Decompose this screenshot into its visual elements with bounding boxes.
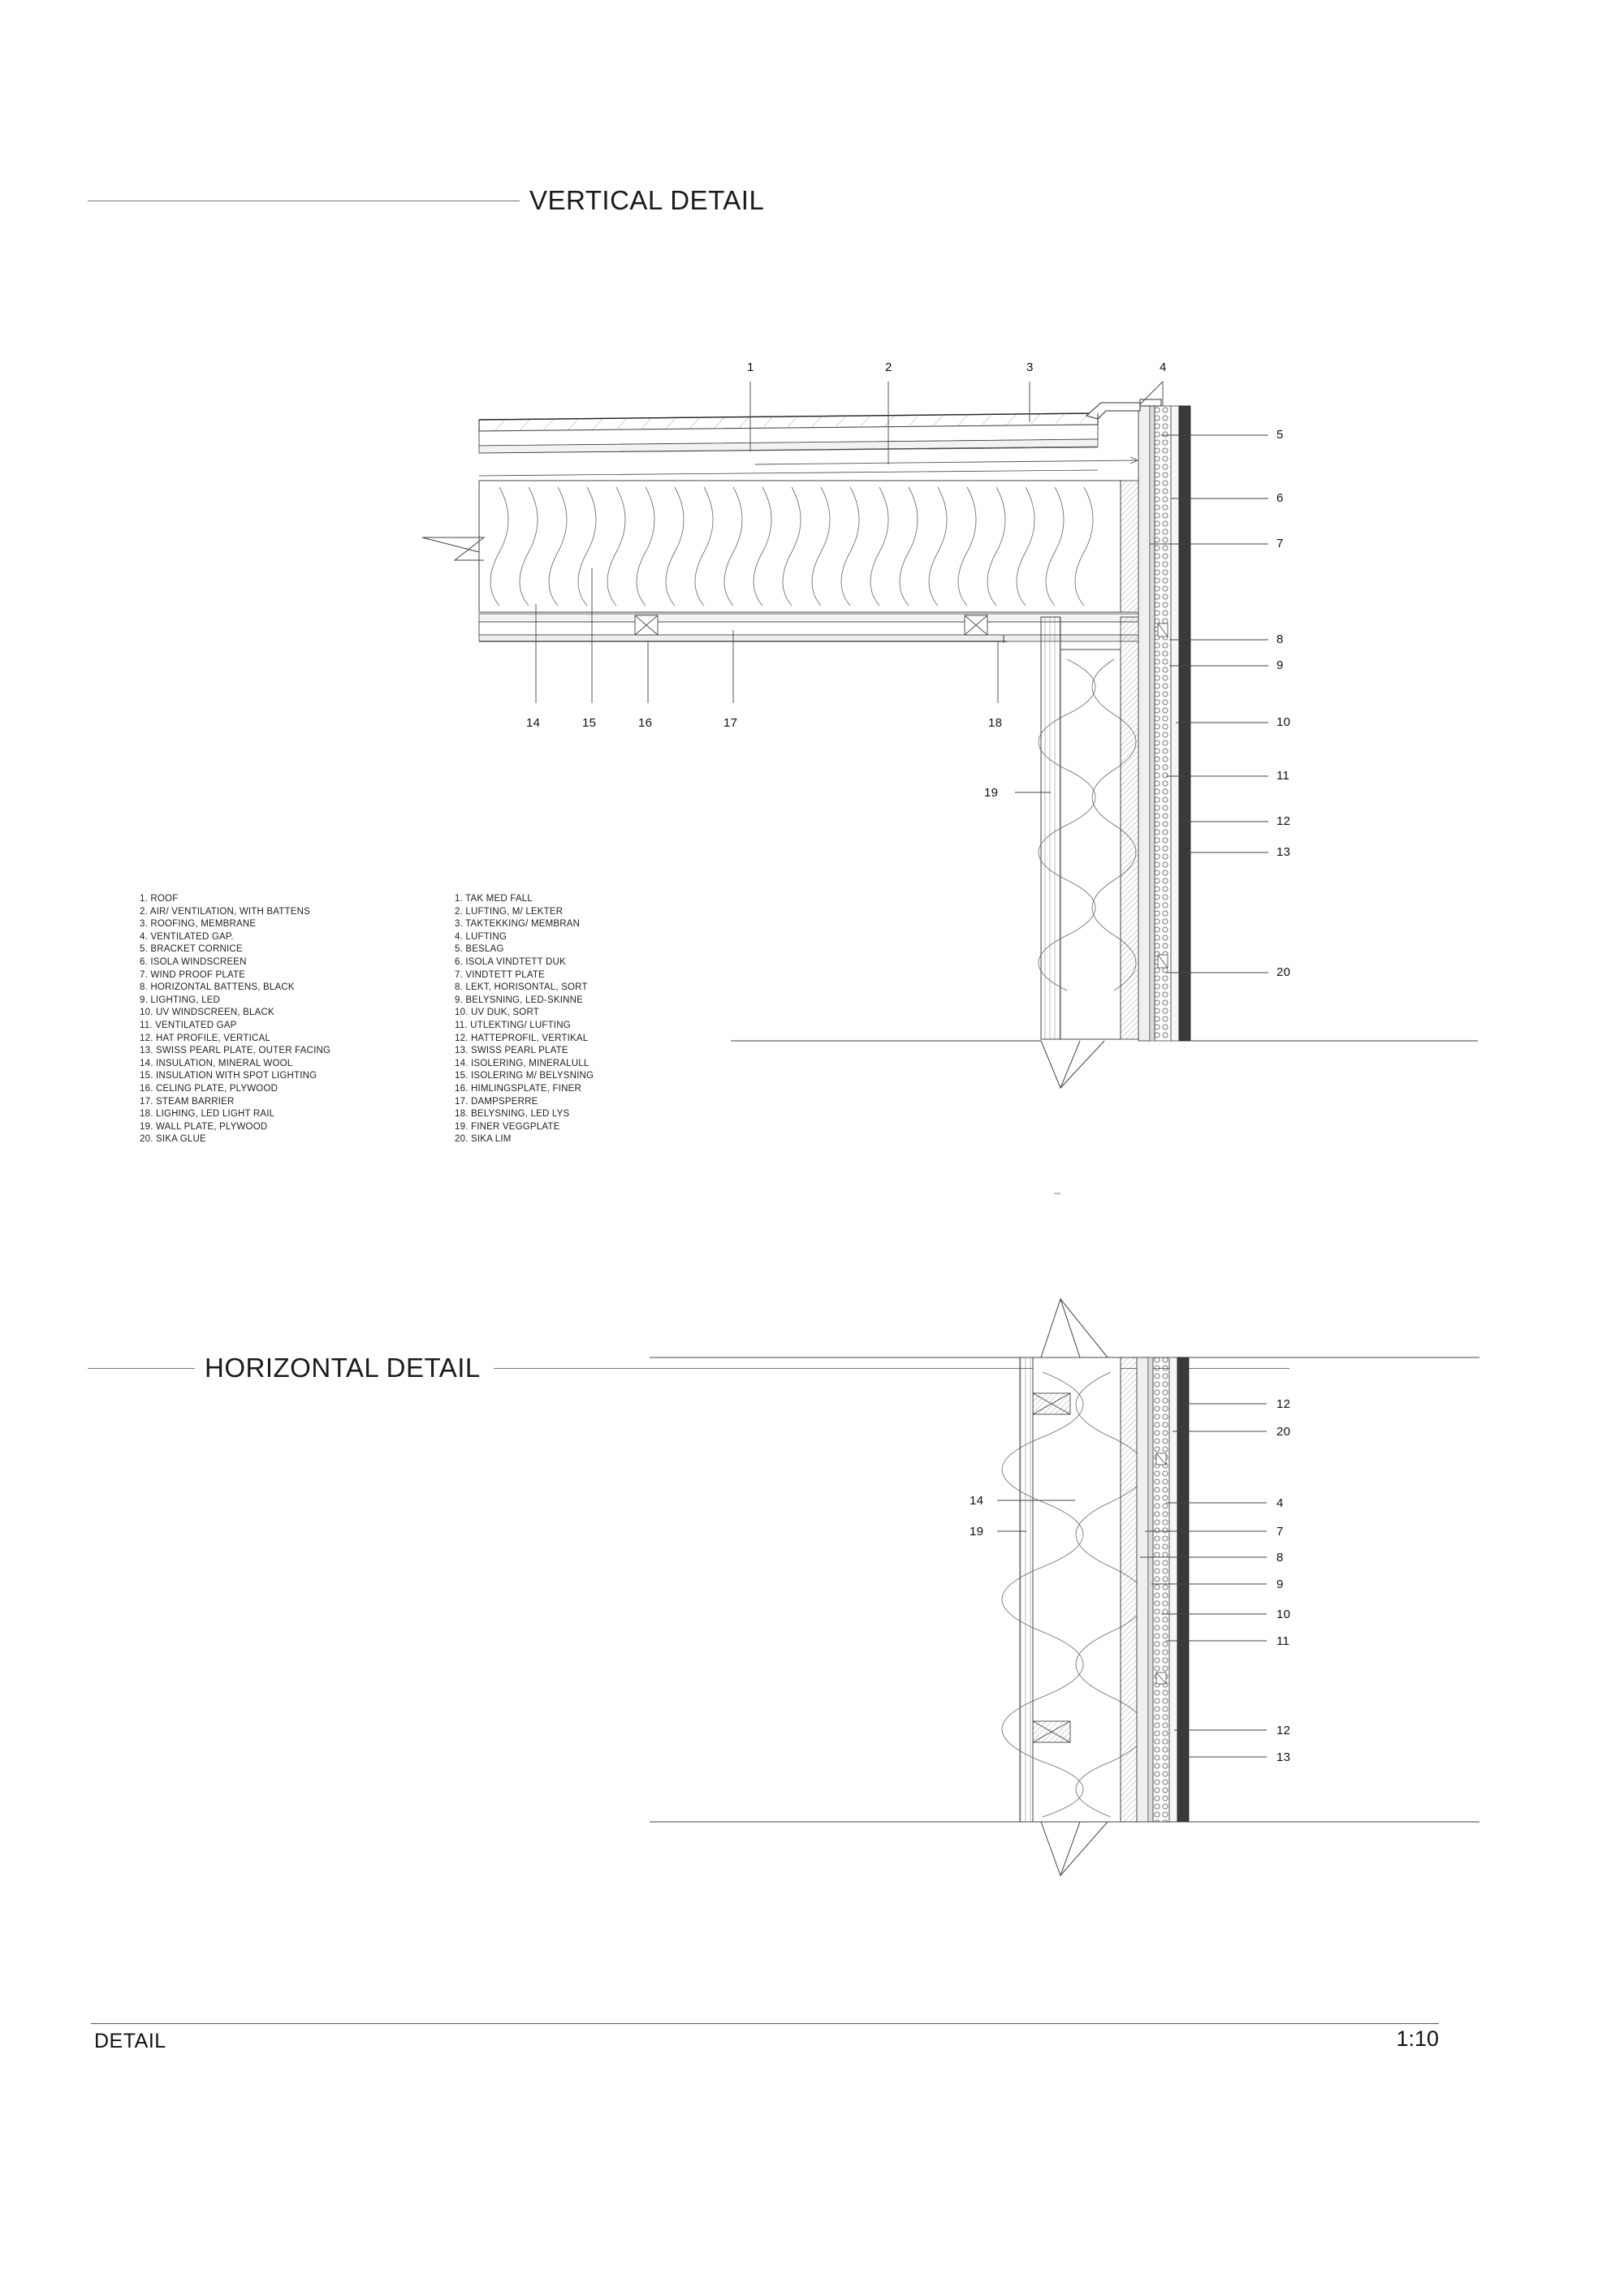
callout-h-8: 8	[1276, 1551, 1284, 1564]
vertical-detail-title	[88, 185, 1549, 216]
callout-4: 4	[1160, 360, 1167, 374]
callout-15: 15	[582, 716, 597, 730]
legend-en-item: 20. SIKA GLUE	[140, 1134, 206, 1145]
callout-17: 17	[723, 716, 738, 730]
callout-h-19: 19	[970, 1525, 984, 1539]
callout-8: 8	[1276, 632, 1284, 646]
callout-7: 7	[1276, 537, 1284, 550]
sheet-title: DETAIL	[94, 2030, 166, 2052]
callout-h-11: 11	[1276, 1634, 1290, 1648]
horizontal-detail-title	[88, 1353, 1549, 1383]
legend-en-item: 16. CELING PLATE, PLYWOOD	[140, 1083, 279, 1094]
legend-no-item: 13. SWISS PEARL PLATE	[455, 1046, 568, 1056]
legend-no-item: 15. ISOLERING M/ BELYSNING	[455, 1071, 594, 1081]
callout-11: 11	[1276, 769, 1290, 783]
legend-no-item: 8. LEKT, HORISONTAL, SORT	[455, 982, 588, 993]
callout-16: 16	[638, 716, 653, 730]
legend-en-item: 11. VENTILATED GAP	[140, 1020, 237, 1030]
legend-no-item: 12. HATTEPROFIL, VERTIKAL	[455, 1033, 589, 1043]
legend-en-item: 6. ISOLA WINDSCREEN	[140, 956, 247, 967]
legend-no-item: 5. BESLAG	[455, 944, 504, 955]
legend-no-item: 3. TAKTEKKING/ MEMBRAN	[455, 919, 581, 930]
callout-1: 1	[747, 360, 754, 374]
callout-h-7: 7	[1276, 1525, 1284, 1539]
callout-19: 19	[984, 786, 999, 800]
legend-no-item: 17. DAMPSPERRE	[455, 1096, 538, 1107]
callout-2: 2	[885, 360, 892, 374]
callout-h-14: 14	[970, 1494, 984, 1508]
legend-en-item: 7. WIND PROOF PLATE	[140, 969, 246, 980]
callout-14: 14	[526, 716, 541, 730]
legend-en-item: 14. INSULATION, MINERAL WOOL	[140, 1058, 293, 1068]
legend-en-item: 8. HORIZONTAL BATTENS, BLACK	[140, 982, 295, 993]
callout-5: 5	[1276, 428, 1284, 442]
legend-en-item: 17. STEAM BARRIER	[140, 1096, 235, 1107]
legend-en-item: 10. UV WINDSCREEN, BLACK	[140, 1008, 274, 1018]
legend-no-item: 18. BELYSNING, LED LYS	[455, 1109, 570, 1120]
title-rule-right	[494, 1368, 1289, 1369]
callout-h-10: 10	[1276, 1608, 1291, 1621]
callout-h-13: 13	[1276, 1750, 1291, 1764]
legend-en-item: 13. SWISS PEARL PLATE, OUTER FACING	[140, 1046, 331, 1056]
sheet-scale: 1:10	[1396, 2026, 1439, 2051]
legend-no-item: 19. FINER VEGGPLATE	[455, 1121, 560, 1132]
callout-h-12: 12	[1276, 1397, 1291, 1411]
legend-en-item: 5. BRACKET CORNICE	[140, 944, 243, 955]
legend-en-item: 19. WALL PLATE, PLYWOOD	[140, 1121, 268, 1132]
horizontal-detail-title-text: HORIZONTAL DETAIL	[205, 1353, 481, 1383]
legend-no-item: 11. UTLEKTING/ LUFTING	[455, 1020, 571, 1030]
callout-20: 20	[1276, 965, 1291, 979]
legend-en-item: 9. LIGHTING, LED	[140, 995, 221, 1005]
legend-norwegian	[455, 893, 594, 1146]
callout-h-20: 20	[1276, 1425, 1291, 1439]
legend-no-item: 10. UV DUK, SORT	[455, 1008, 539, 1018]
legend-english	[140, 893, 330, 1146]
callout-10: 10	[1276, 715, 1291, 729]
title-rule	[88, 1368, 195, 1369]
legend-no-item: 4. LUFTING	[455, 931, 507, 942]
callout-h-4: 4	[1276, 1496, 1284, 1510]
callout-18: 18	[988, 716, 1003, 730]
callout-h-9: 9	[1276, 1577, 1284, 1591]
callout-9: 9	[1276, 658, 1284, 672]
legend-no-item: 16. HIMLINGSPLATE, FINER	[455, 1083, 582, 1094]
legend-en-item: 2. AIR/ VENTILATION, WITH BATTENS	[140, 906, 311, 917]
legend-no-item: 20. SIKA LIM	[455, 1134, 512, 1145]
legend-en-item: 4. VENTILATED GAP.	[140, 931, 234, 942]
legend-en-item: 15. INSULATION WITH SPOT LIGHTING	[140, 1071, 317, 1081]
legend-en-item: 3. ROOFING, MEMBRANE	[140, 919, 257, 930]
legend-en-item: 1. ROOF	[140, 894, 179, 904]
legend-no-item: 6. ISOLA VINDTETT DUK	[455, 956, 566, 967]
callout-13: 13	[1276, 845, 1291, 859]
callout-12: 12	[1276, 814, 1291, 828]
legend-en-item: 18. LIGHING, LED LIGHT RAIL	[140, 1109, 275, 1120]
callout-h-12b: 12	[1276, 1724, 1291, 1737]
legend-en-item: 12. HAT PROFILE, VERTICAL	[140, 1033, 270, 1043]
legend-no-item: 7. VINDTETT PLATE	[455, 969, 545, 980]
legend-no-item: 9. BELYSNING, LED-SKINNE	[455, 995, 583, 1005]
callout-6: 6	[1276, 491, 1284, 505]
vertical-detail-title-text: VERTICAL DETAIL	[529, 185, 765, 215]
footer-divider	[91, 2023, 1439, 2024]
callout-3: 3	[1026, 360, 1034, 374]
legend-no-item: 1. TAK MED FALL	[455, 894, 533, 904]
legend-no-item: 14. ISOLERING, MINERALULL	[455, 1058, 590, 1068]
legend-no-item: 2. LUFTING, M/ LEKTER	[455, 906, 564, 917]
